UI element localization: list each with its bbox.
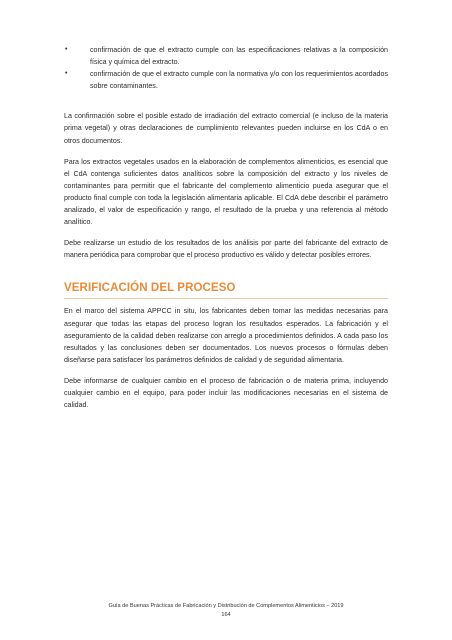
document-body (64, 44, 388, 411)
page-footer (0, 602, 452, 620)
paragraph-irradiation: La confirmación sobre el posible estado de irradiación del extracto comercial (e incluso de la materia prima vegetal) y otras declaraciones de cumplimiento relevantes pueden incluirse en los CdA o en otros documentos. (64, 112, 388, 145)
paragraph-appcc: En el marco del sistema APPCC in situ, los fabricantes deben tomar las medidas necesarias para asegurar que todas las etapas del proceso logran los resultados esperados. La fabricación y el aseguramiento de la calidad deben realizarse con arreglo a procedimientos definidos. A cada paso los resultados y las conclusiones deben ser documentados. Los nuevos procesos o fórmulas deben diseñarse para satisfacer los parámetros definidos de calidad y de seguridad alimentaria. (64, 307, 388, 364)
bullet-marker: • (65, 70, 68, 78)
page-number: 164 (221, 612, 231, 618)
section-divider (64, 298, 388, 299)
bullet-text: confirmación de que el extracto cumple con la normativa y/o con los requerimientos acordados sobre contaminantes. (90, 70, 388, 91)
paragraph-study: Debe realizarse un estudio de los resultados de los análisis por parte del fabricante del extracto de manera periódica para comprobar que el proceso productivo es válido y detectar posibles errores. (64, 239, 388, 260)
list-item (64, 44, 388, 68)
paragraph-changes: Debe informarse de cualquier cambio en el proceso de fabricación o de materia prima, incluyendo cualquier cambio en el equipo, para poder incluir las modificaciones necesarias en el sistema de calidad. (64, 376, 388, 410)
bullet-text: confirmación de que el extracto cumple con las especificaciones relativas a la composición física y química del extracto. (90, 46, 388, 67)
footer-text: Guía de Buenas Prácticas de Fabricación y Distribución de Complementos Alimenticios – 2019 (108, 603, 344, 609)
bullet-list (64, 44, 388, 92)
paragraph-cda: Para los extractos vegetales usados en la elaboración de complementos alimenticios, es esencial que el CdA contenga suficientes datos analíticos sobre la composición del extracto y los niveles de contaminantes para permitir que el fabricante del complemento alimenticio pueda asegurar que el producto final cumple con toda la legislación alimentaria aplicable. El CdA debe describir el parámetro analizado, el valor de especificación y rango, el resultado de la prueba y una referencia al método analítico. (64, 157, 388, 227)
list-item (64, 68, 388, 92)
bullet-marker: • (65, 46, 68, 53)
section-title: VERIFICACIÓN DEL PROCESO (64, 282, 236, 295)
